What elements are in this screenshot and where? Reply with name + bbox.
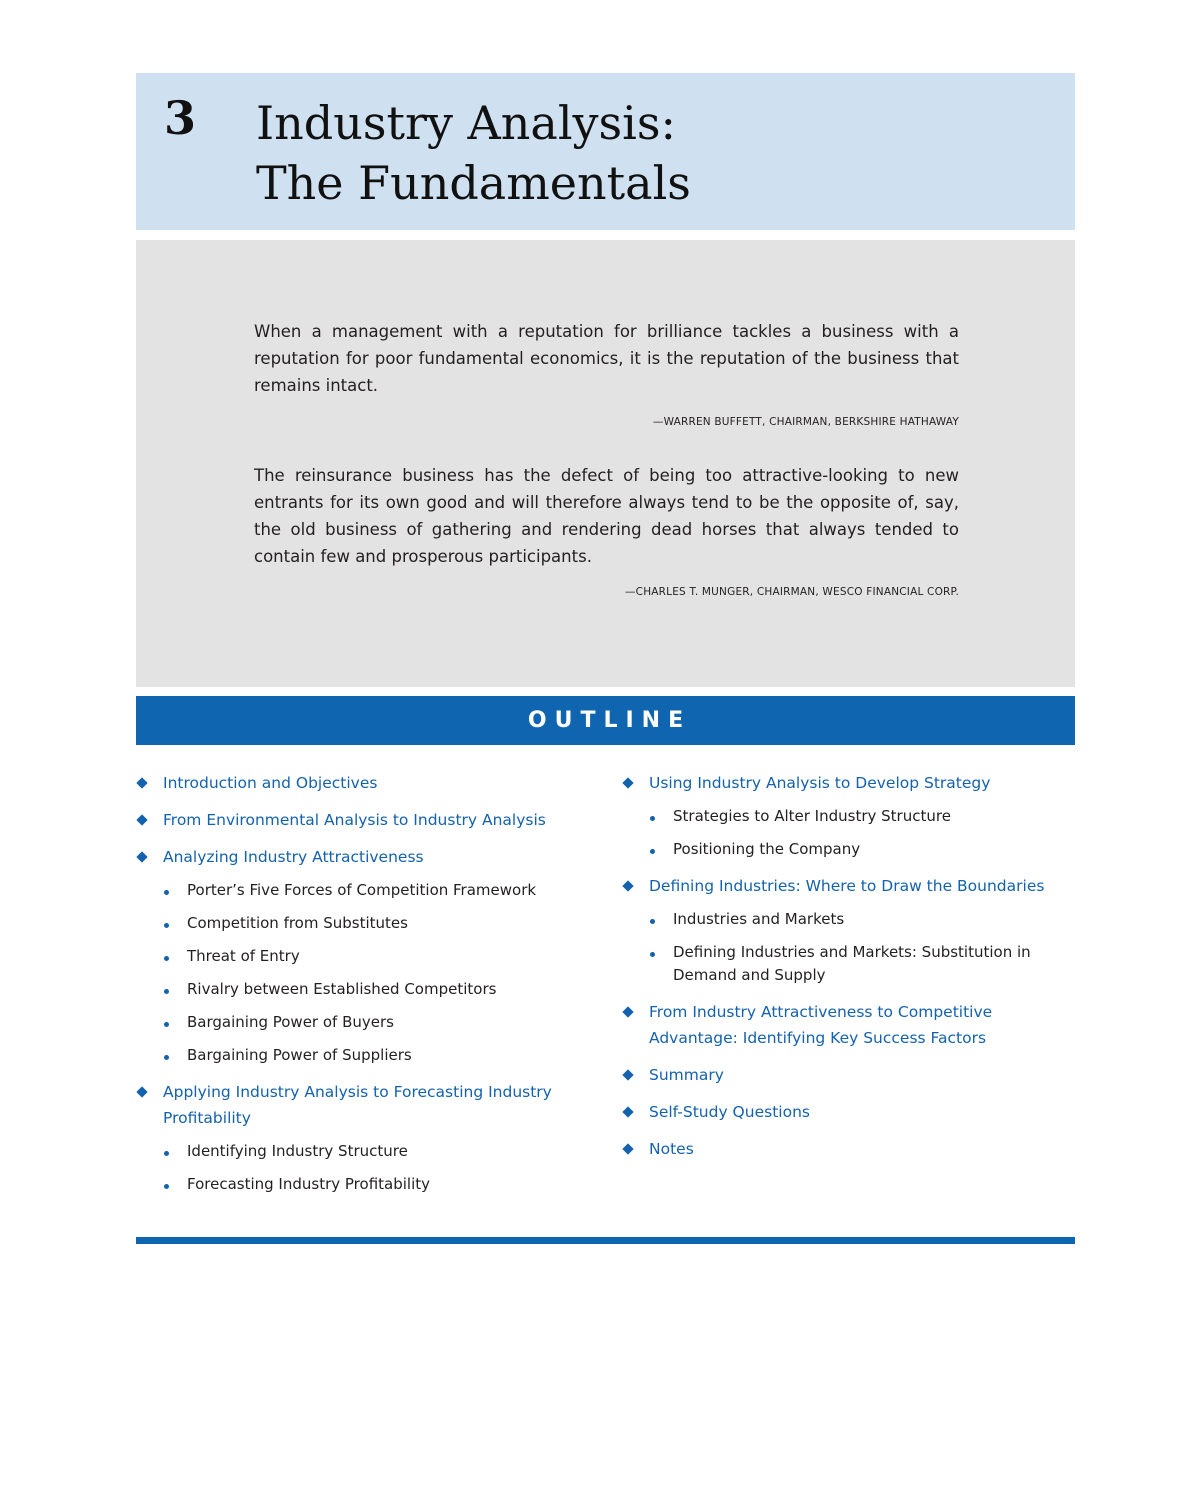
- diamond-bullet-icon: [622, 1106, 633, 1117]
- quote-buffett: When a management with a reputation for brilliance tackles a business with a reputation for poor fundamental economics, it is the reputation of the business that remains intact.: [254, 322, 959, 395]
- outline-subitem-label: Porter’s Five Forces of Competition Framework: [187, 881, 537, 899]
- quote-attribution-munger: —CHARLES T. MUNGER, CHAIRMAN, WESCO FINANCIAL CORP.: [624, 586, 959, 598]
- dot-bullet-icon: [164, 956, 169, 961]
- outline-subitem-label: Industries and Markets: [673, 910, 845, 928]
- outline-item-label: Introduction and Objectives: [163, 774, 378, 792]
- chapter-header: [136, 73, 1075, 230]
- outline-subitem-label: Strategies to Alter Industry Structure: [673, 807, 951, 825]
- dot-bullet-icon: [164, 923, 169, 928]
- outline-subitem-label: Competition from Substitutes: [187, 914, 408, 932]
- outline-item[interactable]: [622, 1099, 1075, 1125]
- outline-subitem: [136, 1044, 596, 1067]
- outline-heading: OUTLINE: [527, 708, 692, 733]
- outline-subitem: [136, 1173, 596, 1196]
- outline-item-label: Using Industry Analysis to Develop Strategy: [649, 774, 991, 792]
- outline-subitem-label: Defining Industries and Markets: Substitution in Demand and Supply: [673, 943, 1031, 984]
- dot-bullet-icon: [164, 1151, 169, 1156]
- dot-bullet-icon: [164, 989, 169, 994]
- diamond-bullet-icon: [136, 814, 147, 825]
- outline-subitem: [136, 1140, 596, 1163]
- bottom-rule: [136, 1237, 1075, 1244]
- outline-subitem-label: Threat of Entry: [187, 947, 300, 965]
- epigraph-box: [136, 240, 1075, 687]
- outline-item[interactable]: [136, 807, 596, 833]
- outline-item[interactable]: [622, 999, 1075, 1051]
- outline-subitem-label: Bargaining Power of Buyers: [187, 1013, 394, 1031]
- outline-item[interactable]: [622, 1062, 1075, 1088]
- outline-subitem-label: Forecasting Industry Profitability: [187, 1175, 431, 1193]
- outline-item[interactable]: [622, 873, 1075, 899]
- outline-right-column: [622, 770, 1075, 1173]
- diamond-bullet-icon: [622, 1006, 633, 1017]
- dot-bullet-icon: [164, 890, 169, 895]
- outline-subitem: [136, 912, 596, 935]
- diamond-bullet-icon: [136, 1086, 147, 1097]
- dot-bullet-icon: [650, 849, 655, 854]
- outline-item-label: From Environmental Analysis to Industry Analysis: [163, 811, 546, 829]
- outline-subitem: [622, 805, 1075, 828]
- outline-subitem-label: Identifying Industry Structure: [187, 1142, 408, 1160]
- outline-item[interactable]: [136, 844, 596, 870]
- outline-item-label: Notes: [649, 1140, 694, 1158]
- outline-item-label: Self-Study Questions: [649, 1103, 810, 1121]
- dot-bullet-icon: [164, 1184, 169, 1189]
- chapter-title-line-1: Industry Analysis:: [256, 96, 676, 150]
- quote-munger: The reinsurance business has the defect of being too attractive-looking to new entrants for its own good and will therefore always tend to be the opposite of, say, the old business of gathering and rendering dead horses that always tended to contain few and prosperous participants.: [254, 466, 959, 566]
- outline-item-label: Defining Industries: Where to Draw the Boundaries: [649, 877, 1045, 895]
- diamond-bullet-icon: [622, 777, 633, 788]
- quote-attribution-buffett: —WARREN BUFFETT, CHAIRMAN, BERKSHIRE HATHAWAY: [652, 416, 959, 428]
- dot-bullet-icon: [164, 1022, 169, 1027]
- outline-subitem-label: Bargaining Power of Suppliers: [187, 1046, 412, 1064]
- outline-subitem: [622, 908, 1075, 931]
- outline-subitem-label: Positioning the Company: [673, 840, 861, 858]
- outline-item-label: Applying Industry Analysis to Forecasting Industry Profitability: [163, 1083, 552, 1127]
- diamond-bullet-icon: [136, 851, 147, 862]
- outline-item-label: Analyzing Industry Attractiveness: [163, 848, 424, 866]
- outline-subitem: [136, 1011, 596, 1034]
- outline-subitem: [136, 978, 596, 1001]
- diamond-bullet-icon: [622, 1069, 633, 1080]
- outline-heading-bar: [136, 696, 1075, 745]
- dot-bullet-icon: [650, 816, 655, 821]
- dot-bullet-icon: [650, 952, 655, 957]
- outline-subitem: [136, 945, 596, 968]
- dot-bullet-icon: [650, 919, 655, 924]
- outline-item[interactable]: [622, 770, 1075, 796]
- chapter-title: [256, 93, 691, 213]
- diamond-bullet-icon: [136, 777, 147, 788]
- outline-item[interactable]: [136, 1079, 596, 1131]
- outline-item[interactable]: [136, 770, 596, 796]
- chapter-title-line-2: The Fundamentals: [256, 156, 691, 210]
- outline-item-label: Summary: [649, 1066, 724, 1084]
- chapter-number: 3: [164, 91, 197, 145]
- outline-subitem: [136, 879, 596, 902]
- dot-bullet-icon: [164, 1055, 169, 1060]
- outline-subitem-label: Rivalry between Established Competitors: [187, 980, 497, 998]
- outline-item-label: From Industry Attractiveness to Competitive Advantage: Identifying Key Success Factors: [649, 1003, 993, 1047]
- outline-left-column: [136, 770, 596, 1208]
- diamond-bullet-icon: [622, 880, 633, 891]
- outline-subitem: [622, 941, 1075, 987]
- outline-item[interactable]: [622, 1136, 1075, 1162]
- diamond-bullet-icon: [622, 1143, 633, 1154]
- outline-subitem: [622, 838, 1075, 861]
